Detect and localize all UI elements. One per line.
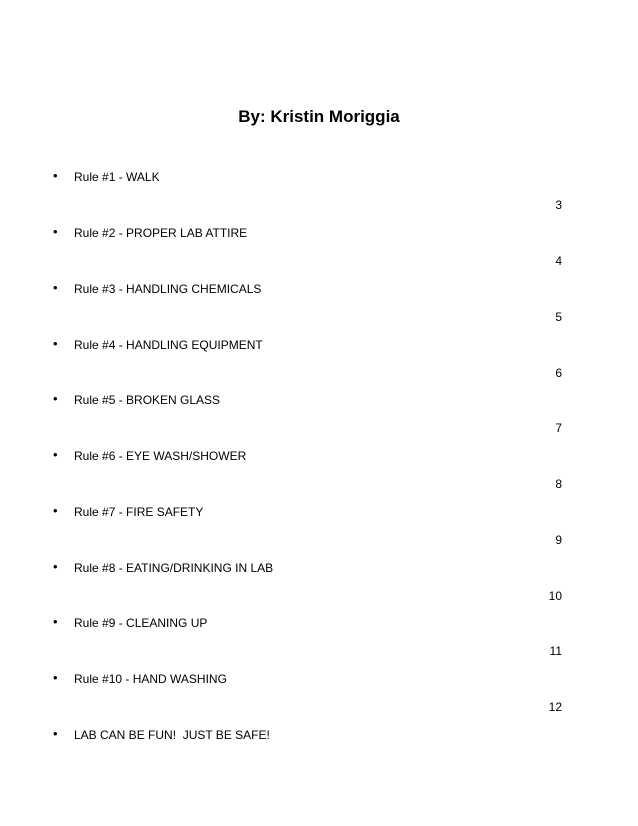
bullet-icon: •	[53, 614, 58, 629]
document-title: By: Kristin Moriggia	[238, 107, 400, 126]
toc-entry	[0, 337, 638, 393]
toc-page-number: 10	[548, 589, 562, 603]
toc-entry	[0, 225, 638, 281]
toc-entry-label: Rule #3 - HANDLING CHEMICALS	[74, 282, 262, 296]
toc-entry-label: Rule #5 - BROKEN GLASS	[74, 393, 221, 407]
toc-entry	[0, 392, 638, 448]
toc-entry-label: Rule #4 - HANDLING EQUIPMENT	[74, 338, 263, 352]
toc-entry	[0, 727, 638, 747]
toc-entry	[0, 448, 638, 504]
toc-entry-label: Rule #9 - CLEANING UP	[74, 616, 208, 630]
toc-page-number: 8	[555, 477, 562, 491]
bullet-icon: •	[53, 224, 58, 239]
bullet-icon: •	[53, 336, 58, 351]
toc-page-number: 3	[555, 198, 562, 212]
toc-page-number: 6	[555, 366, 562, 380]
toc-entry-label: Rule #7 - FIRE SAFETY	[74, 505, 204, 519]
bullet-icon: •	[53, 726, 58, 741]
toc-page-number: 5	[555, 310, 562, 324]
toc-page-number: 7	[555, 421, 562, 435]
bullet-icon: •	[53, 559, 58, 574]
toc-entry-label: Rule #1 - WALK	[74, 170, 160, 184]
toc-entry-label: LAB CAN BE FUN! JUST BE SAFE!	[74, 728, 270, 742]
toc-entry-label: Rule #2 - PROPER LAB ATTIRE	[74, 226, 248, 240]
toc-entry-label: Rule #8 - EATING/DRINKING IN LAB	[74, 561, 274, 575]
toc-page-number: 4	[555, 254, 562, 268]
bullet-icon: •	[53, 447, 58, 462]
toc-entry-label: Rule #6 - EYE WASH/SHOWER	[74, 449, 247, 463]
toc-entry-label: Rule #10 - HAND WASHING	[74, 672, 227, 686]
bullet-icon: •	[53, 670, 58, 685]
toc-entry	[0, 671, 638, 727]
bullet-icon: •	[53, 168, 58, 183]
bullet-icon: •	[53, 391, 58, 406]
toc-page-number: 12	[548, 700, 562, 714]
toc-entry	[0, 281, 638, 337]
toc-entry	[0, 560, 638, 616]
bullet-icon: •	[53, 280, 58, 295]
toc-page-number: 11	[549, 644, 562, 658]
toc-entry	[0, 615, 638, 671]
toc-entry	[0, 169, 638, 225]
toc-entry	[0, 504, 638, 560]
toc-page-number: 9	[555, 533, 562, 547]
bullet-icon: •	[53, 503, 58, 518]
